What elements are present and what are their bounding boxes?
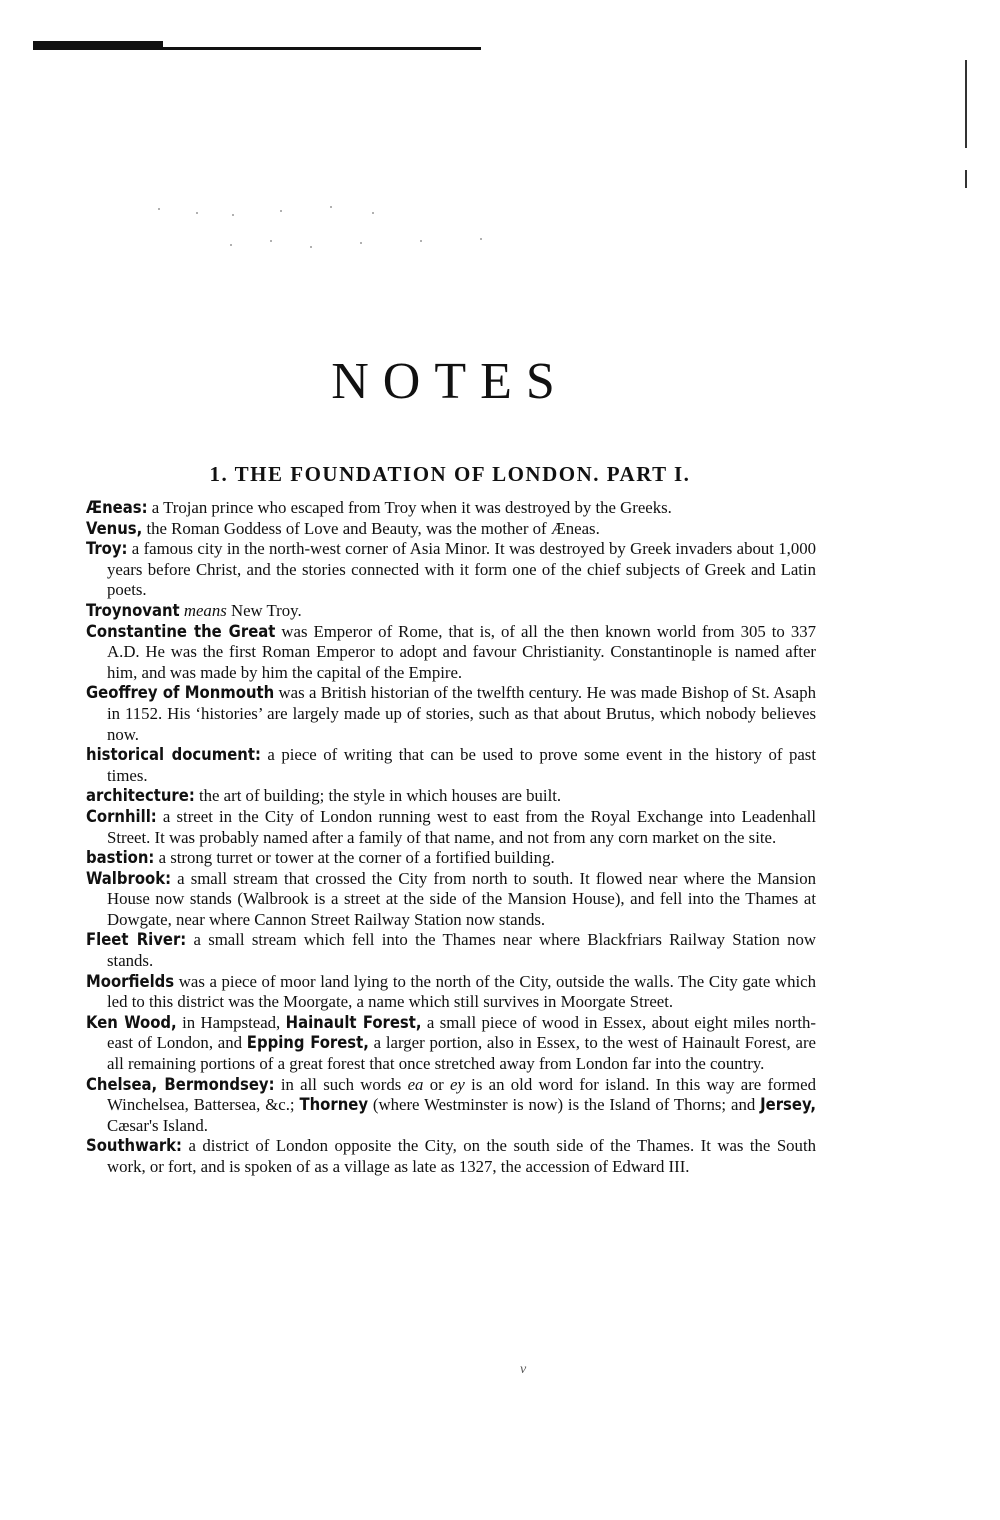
note-entry — [86, 1075, 816, 1137]
note-italic: means — [183, 600, 227, 620]
note-text: was Emperor of Rome, that is, of all the then known world from 305 to 337 A.D. He was the first Roman Emperor to adopt and favour Christianity. Constantinople is named after him, and was made by him the capital of the Empire. — [107, 621, 816, 682]
notes-list — [86, 498, 816, 1178]
note-text: a district of London opposite the City, on the south side of the Thames. It was the South work, or fort, and is spoken of as a village as late as 1327, the accession of Edward III. — [107, 1136, 816, 1176]
note-entry — [86, 539, 816, 601]
note-text: a piece of writing that can be used to prove some event in the history of past times. — [107, 745, 816, 785]
note-text: was a British historian of the twelfth century. He was made Bishop of St. Asaph in 1152. His ‘histories’ are largely made up of stories, such as that about Brutus, which nobody believes now. — [107, 683, 816, 744]
note-text: a small stream which fell into the Thames near where Blackfriars Railway Station now stands. — [107, 930, 816, 971]
note-text: or — [423, 1074, 450, 1094]
note-term: architecture: — [86, 786, 195, 806]
note-entry — [86, 519, 816, 540]
note-text: a small stream that crossed the City from north to south. It flowed near where the Mansion House now stands (Walbrook is a street at the side of the Mansion House), and fell into the Thames at Dowgate, near where Cannon Street Railway Station now stands. — [107, 868, 816, 929]
note-entry — [86, 848, 816, 869]
note-term: Epping Forest, — [246, 1033, 369, 1053]
note-term: Troynovant — [86, 600, 180, 620]
note-entry — [86, 807, 816, 848]
note-entry — [86, 498, 816, 519]
margin-scan-mark — [965, 60, 967, 148]
note-text: in all such words — [274, 1074, 408, 1094]
note-term: Hainault Forest, — [285, 1012, 422, 1032]
note-text: a Trojan prince who escaped from Troy when it was destroyed by the Greeks. — [147, 498, 672, 517]
note-entry — [86, 972, 816, 1013]
note-italic: ea — [407, 1074, 424, 1094]
note-text: Cæsar's Island. — [107, 1115, 208, 1135]
note-term: bastion: — [86, 848, 155, 868]
note-term: Æneas: — [86, 498, 148, 517]
section-heading: 1. THE FOUNDATION OF LONDON. PART I. — [209, 462, 691, 486]
note-text: a larger portion, also in Essex, to the west of Hainault Forest, are all remaining portions of a great forest that once stretched away from London far into the country. — [107, 1033, 817, 1074]
note-text: a famous city in the north-west corner of Asia Minor. It was destroyed by Greek invaders about 1,000 years before Christ, and the stories connected with it form one of the chief subjects of Greek and Latin poets. — [107, 539, 816, 600]
page-number: v — [520, 1362, 527, 1377]
note-term: Geoffrey of Monmouth — [86, 683, 275, 703]
note-term: Fleet River: — [86, 930, 187, 950]
note-entry — [86, 745, 816, 786]
note-term: Venus, — [86, 518, 143, 538]
note-entry — [86, 930, 816, 971]
note-entry — [86, 601, 816, 622]
note-term: Constantine the Great — [86, 621, 276, 641]
note-text: a strong turret or tower at the corner of a fortified building. — [154, 848, 555, 868]
note-text: a small piece of wood in Essex, about eight miles north-east of London, and — [107, 1012, 816, 1053]
note-entry — [86, 1136, 816, 1177]
note-term: Thorney — [299, 1095, 369, 1115]
top-border-rule — [33, 47, 481, 50]
note-text: the art of building; the style in which houses are built. — [194, 786, 562, 806]
note-text: the Roman Goddess of Love and Beauty, was the mother of Æneas. — [142, 518, 600, 538]
note-text: (where Westminster is now) is the Island of Thorns; and — [368, 1095, 761, 1115]
note-text: New Troy. — [226, 600, 302, 620]
note-term: Ken Wood, — [86, 1012, 177, 1032]
note-term: historical document: — [86, 745, 261, 765]
note-term: Southwark: — [86, 1136, 182, 1156]
margin-scan-mark — [965, 170, 967, 188]
note-term: Chelsea, Bermondsey: — [86, 1074, 275, 1094]
note-italic: ey — [449, 1074, 465, 1094]
note-term: Moorfields — [86, 971, 175, 991]
note-entry — [86, 786, 816, 807]
note-term: Jersey, — [760, 1095, 816, 1115]
note-text: is an old word for island. In this way are formed Winchelsea, Battersea, &c.; — [107, 1074, 816, 1115]
note-term: Walbrook: — [86, 868, 172, 888]
note-text: in Hampstead, — [176, 1012, 286, 1032]
note-text: was a piece of moor land lying to the north of the City, outside the walls. The City gate which led to this district was the Moorgate, a name which still survives in Moorgate Street. — [107, 971, 816, 1012]
note-entry — [86, 1013, 816, 1075]
page-title: NOTES — [331, 353, 569, 410]
note-entry — [86, 683, 816, 745]
note-text: a street in the City of London running west to east from the Royal Exchange into Leadenhall Street. It was probably named after a family of that name, and not from any corn market on the site. — [107, 806, 816, 847]
note-term: Troy: — [86, 539, 128, 559]
note-entry — [86, 622, 816, 684]
note-entry — [86, 869, 816, 931]
note-term: Cornhill: — [86, 806, 157, 826]
